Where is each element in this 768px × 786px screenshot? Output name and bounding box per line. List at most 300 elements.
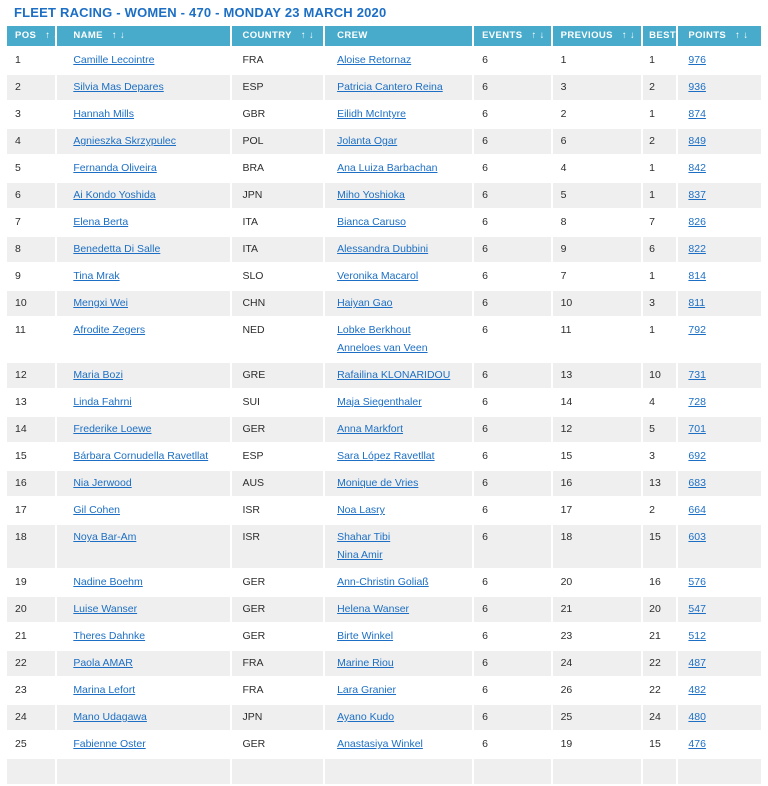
crew-cell [325, 210, 472, 235]
crew-link[interactable]: Ayano Kudo [337, 711, 395, 723]
points-cell [678, 210, 761, 235]
name-cell [57, 759, 230, 784]
best-cell: 6 [643, 237, 676, 262]
best-cell: 1 [643, 264, 676, 289]
points-cell [678, 363, 761, 388]
name-cell [57, 129, 230, 154]
name-link[interactable]: Afrodite Zegers [73, 324, 146, 336]
country-cell: NED [232, 318, 323, 361]
sort-asc-icon[interactable]: ↑ [111, 30, 118, 41]
crew-link[interactable]: Noa Lasry [337, 504, 385, 516]
best-cell: 22 [643, 678, 676, 703]
crew-cell [325, 129, 472, 154]
best-cell: 24 [643, 705, 676, 730]
points-cell [678, 678, 761, 703]
points-link[interactable]: 603 [688, 531, 706, 543]
best-cell: 16 [643, 570, 676, 595]
points-link[interactable]: 664 [688, 504, 706, 516]
crew-cell [325, 624, 472, 649]
sort-desc-icon[interactable]: ↓ [539, 30, 545, 41]
pos-cell: 8 [7, 237, 55, 262]
pos-cell: 20 [7, 597, 55, 622]
crew-link[interactable]: Bianca Caruso [337, 216, 406, 228]
table-row [7, 390, 761, 415]
column-label-previous: PREVIOUS [560, 30, 613, 41]
pos-cell: 22 [7, 651, 55, 676]
crew-link[interactable]: Miho Yoshioka [337, 189, 405, 201]
crew-link[interactable]: Veronika Macarol [337, 270, 419, 282]
sort-desc-icon[interactable]: ↓ [630, 30, 636, 41]
points-link[interactable]: 731 [688, 369, 706, 381]
points-cell [678, 525, 761, 568]
pos-cell: 13 [7, 390, 55, 415]
points-cell [678, 597, 761, 622]
previous-cell: 18 [553, 525, 642, 568]
name-link[interactable]: Nadine Boehm [73, 576, 143, 588]
previous-cell: 19 [553, 732, 642, 757]
crew-cell [325, 318, 472, 361]
crew-link[interactable]: Helena Wanser [337, 603, 410, 615]
crew-link[interactable]: Birte Winkel [337, 630, 394, 642]
points-link[interactable]: 547 [688, 603, 706, 615]
pos-cell: 21 [7, 624, 55, 649]
sort-asc-icon[interactable]: ↑ [735, 30, 741, 41]
column-header-events[interactable] [474, 26, 551, 46]
country-cell: ESP [232, 444, 323, 469]
best-cell: 13 [643, 471, 676, 496]
country-cell: SLO [232, 264, 323, 289]
events-cell: 6 [474, 390, 551, 415]
column-header-name[interactable] [57, 26, 230, 46]
table-row [7, 363, 761, 388]
crew-link[interactable]: Haiyan Gao [337, 297, 393, 309]
name-cell [57, 417, 230, 442]
sort-arrows[interactable] [732, 30, 748, 41]
points-link[interactable]: 849 [688, 135, 706, 147]
pos-cell: 6 [7, 183, 55, 208]
best-cell: 15 [643, 525, 676, 568]
name-link[interactable]: Nia Jerwood [73, 477, 132, 489]
country-cell: FRA [232, 651, 323, 676]
name-link[interactable]: Silvia Mas Depares [73, 81, 164, 93]
points-link[interactable]: 512 [688, 630, 706, 642]
crew-link[interactable]: Rafailina KLONARIDOU [337, 369, 451, 381]
country-cell: GER [232, 570, 323, 595]
name-link[interactable]: Mengxi Wei [73, 297, 128, 309]
events-cell: 6 [474, 417, 551, 442]
previous-cell: 10 [553, 291, 642, 316]
best-cell: 7 [643, 210, 676, 235]
points-cell [678, 390, 761, 415]
name-link[interactable]: Fabienne Oster [73, 738, 146, 750]
points-cell [678, 471, 761, 496]
crew-link[interactable]: Jolanta Ogar [337, 135, 398, 147]
column-header-pos[interactable] [7, 26, 59, 46]
events-cell: 6 [474, 705, 551, 730]
country-cell [232, 759, 323, 784]
name-cell [57, 444, 230, 469]
name-cell [57, 471, 230, 496]
previous-cell: 16 [553, 471, 642, 496]
table-row [7, 732, 761, 757]
sort-arrows[interactable] [109, 30, 125, 41]
crew-cell [325, 363, 472, 388]
crew-cell [325, 570, 472, 595]
events-cell: 6 [474, 48, 551, 73]
previous-cell: 3 [553, 75, 642, 100]
events-cell: 6 [474, 363, 551, 388]
crew-link[interactable]: Lara Granier [337, 684, 397, 696]
name-link[interactable]: Mano Udagawa [73, 711, 147, 723]
crew-link[interactable]: Anna Markfort [337, 423, 404, 435]
previous-cell: 5 [553, 183, 642, 208]
points-link[interactable]: 576 [688, 576, 706, 588]
column-label-country: COUNTRY [242, 30, 292, 41]
country-cell: BRA [232, 156, 323, 181]
best-cell: 15 [643, 732, 676, 757]
table-row [7, 291, 761, 316]
crew-link[interactable]: Aloise Retornaz [337, 54, 412, 66]
points-link[interactable]: 826 [688, 216, 706, 228]
pos-cell: 5 [7, 156, 55, 181]
name-link[interactable]: Agnieszka Skrzypulec [73, 135, 177, 147]
pos-cell: 1 [7, 48, 55, 73]
pos-cell: 16 [7, 471, 55, 496]
column-header-points[interactable] [678, 26, 761, 46]
points-cell [678, 318, 761, 361]
table-row [7, 75, 761, 100]
events-cell: 6 [474, 210, 551, 235]
best-cell: 20 [643, 597, 676, 622]
points-cell [678, 732, 761, 757]
name-link[interactable]: Camille Lecointre [73, 54, 155, 66]
points-link[interactable]: 792 [688, 324, 706, 336]
points-link[interactable]: 476 [688, 738, 706, 750]
events-cell: 6 [474, 237, 551, 262]
points-link[interactable]: 837 [688, 189, 706, 201]
sort-desc-icon[interactable]: ↓ [120, 30, 126, 41]
points-link[interactable]: 874 [688, 108, 706, 120]
events-cell: 6 [474, 102, 551, 127]
country-cell: JPN [232, 183, 323, 208]
column-header-previous[interactable] [553, 26, 642, 46]
crew-cell [325, 102, 472, 127]
events-cell: 6 [474, 597, 551, 622]
name-cell [57, 363, 230, 388]
best-cell: 3 [643, 291, 676, 316]
previous-cell: 15 [553, 444, 642, 469]
points-link[interactable]: 692 [688, 450, 706, 462]
crew-link[interactable]: Monique de Vries [337, 477, 419, 489]
column-label-crew: CREW [337, 30, 368, 41]
name-link[interactable]: Noya Bar-Am [73, 531, 137, 543]
table-row [7, 129, 761, 154]
crew-cell [325, 759, 472, 784]
points-cell [678, 183, 761, 208]
crew-cell [325, 705, 472, 730]
events-cell: 6 [474, 498, 551, 523]
points-link[interactable]: 480 [688, 711, 706, 723]
previous-cell [553, 759, 642, 784]
points-link[interactable]: 976 [688, 54, 706, 66]
points-link[interactable]: 811 [688, 297, 706, 309]
name-cell [57, 264, 230, 289]
best-cell: 2 [643, 129, 676, 154]
country-cell: ITA [232, 210, 323, 235]
table-row [7, 498, 761, 523]
name-link[interactable]: Bárbara Cornudella Ravetllat [73, 450, 209, 462]
pos-cell: 18 [7, 525, 55, 568]
leaderboard-page [0, 5, 768, 786]
pos-cell: 2 [7, 75, 55, 100]
pos-cell: 12 [7, 363, 55, 388]
country-cell: ESP [232, 75, 323, 100]
previous-cell: 14 [553, 390, 642, 415]
name-link[interactable]: Marina Lefort [73, 684, 136, 696]
crew-cell [325, 291, 472, 316]
previous-cell: 13 [553, 363, 642, 388]
previous-cell: 7 [553, 264, 642, 289]
points-cell [678, 651, 761, 676]
best-cell: 4 [643, 390, 676, 415]
name-link[interactable]: Elena Berta [73, 216, 129, 228]
name-cell [57, 705, 230, 730]
previous-cell: 24 [553, 651, 642, 676]
table-header [7, 26, 761, 46]
name-cell [57, 498, 230, 523]
name-link[interactable]: Ai Kondo Yoshida [73, 189, 156, 201]
name-link[interactable]: Hannah Mills [73, 108, 135, 120]
crew-link[interactable]: Anastasiya Winkel [337, 738, 423, 750]
table-row [7, 570, 761, 595]
pos-cell: 4 [7, 129, 55, 154]
points-link[interactable]: 701 [688, 423, 706, 435]
country-cell: CHN [232, 291, 323, 316]
sort-asc-icon[interactable]: ↑ [300, 30, 307, 41]
best-cell: 22 [643, 651, 676, 676]
points-link[interactable]: 842 [688, 162, 706, 174]
events-cell [474, 759, 551, 784]
name-link[interactable]: Paola AMAR [73, 657, 133, 669]
column-label-events: EVENTS [482, 30, 523, 41]
points-cell [678, 570, 761, 595]
pos-cell: 9 [7, 264, 55, 289]
name-link[interactable]: Maria Bozi [73, 369, 123, 381]
crew-link[interactable]: Ana Luiza Barbachan [337, 162, 438, 174]
country-cell: GER [232, 597, 323, 622]
name-cell [57, 48, 230, 73]
name-cell [57, 318, 230, 361]
points-cell [678, 417, 761, 442]
name-link[interactable]: Linda Fahrni [73, 396, 132, 408]
points-cell [678, 264, 761, 289]
sort-asc-icon[interactable]: ↑ [531, 30, 537, 41]
events-cell: 6 [474, 291, 551, 316]
sort-arrows[interactable] [619, 30, 635, 41]
country-cell: JPN [232, 705, 323, 730]
table-row [7, 183, 761, 208]
name-link[interactable]: Benedetta Di Salle [73, 243, 161, 255]
points-link[interactable]: 728 [688, 396, 706, 408]
column-header-country[interactable] [232, 26, 323, 46]
name-cell [57, 75, 230, 100]
crew-cell [325, 732, 472, 757]
pos-cell: 24 [7, 705, 55, 730]
partial-next-row [7, 759, 761, 784]
events-cell: 6 [474, 318, 551, 361]
crew-cell [325, 444, 472, 469]
crew-cell [325, 390, 472, 415]
previous-cell: 12 [553, 417, 642, 442]
best-cell: 1 [643, 156, 676, 181]
pos-cell: 10 [7, 291, 55, 316]
crew-link[interactable]: Lobke Berkhout [337, 324, 411, 336]
country-cell: GER [232, 417, 323, 442]
name-cell [57, 678, 230, 703]
pos-cell: 23 [7, 678, 55, 703]
events-cell: 6 [474, 129, 551, 154]
points-cell [678, 624, 761, 649]
country-cell: GRE [232, 363, 323, 388]
best-cell: 10 [643, 363, 676, 388]
events-cell: 6 [474, 732, 551, 757]
crew-link[interactable]: Ann-Christin Goliaß [337, 576, 429, 588]
sort-asc-icon[interactable]: ↑ [621, 30, 628, 41]
events-cell: 6 [474, 264, 551, 289]
points-link[interactable]: 482 [688, 684, 706, 696]
best-cell: 1 [643, 183, 676, 208]
pos-cell: 7 [7, 210, 55, 235]
crew-cell [325, 417, 472, 442]
previous-cell: 6 [553, 129, 642, 154]
table-row [7, 417, 761, 442]
name-link[interactable]: Frederike Loewe [73, 423, 152, 435]
points-link[interactable]: 814 [688, 270, 706, 282]
table-row [7, 525, 761, 568]
points-cell [678, 102, 761, 127]
column-header-crew [325, 26, 472, 46]
previous-cell: 23 [553, 624, 642, 649]
name-cell [57, 570, 230, 595]
pos-cell [7, 759, 55, 784]
country-cell: ITA [232, 237, 323, 262]
name-link[interactable]: Theres Dahnke [73, 630, 146, 642]
name-cell [57, 651, 230, 676]
name-cell [57, 597, 230, 622]
crew-link[interactable]: Sara López Ravetllat [337, 450, 435, 462]
points-cell [678, 237, 761, 262]
crew-cell [325, 678, 472, 703]
pos-cell: 25 [7, 732, 55, 757]
events-cell: 6 [474, 471, 551, 496]
crew-link[interactable]: Eilidh McIntyre [337, 108, 406, 120]
previous-cell: 20 [553, 570, 642, 595]
points-cell [678, 48, 761, 73]
best-cell: 21 [643, 624, 676, 649]
column-header-best [643, 26, 676, 46]
sort-desc-icon[interactable]: ↓ [53, 30, 59, 41]
points-link[interactable]: 822 [688, 243, 706, 255]
crew-link[interactable]: Maja Siegenthaler [337, 396, 422, 408]
crew-link[interactable]: Patricia Cantero Reina [337, 81, 443, 93]
pos-cell: 19 [7, 570, 55, 595]
crew-cell [325, 498, 472, 523]
previous-cell: 11 [553, 318, 642, 361]
sort-arrows[interactable] [528, 30, 544, 41]
pos-cell: 11 [7, 318, 55, 361]
points-link[interactable]: 683 [688, 477, 706, 489]
country-cell: GBR [232, 102, 323, 127]
table-row [7, 318, 761, 361]
name-cell [57, 156, 230, 181]
points-link[interactable]: 487 [688, 657, 706, 669]
points-cell [678, 444, 761, 469]
pos-cell: 17 [7, 498, 55, 523]
table-body [7, 48, 761, 784]
column-label-best: BEST [649, 30, 677, 41]
crew-link[interactable]: Nina Amir [337, 549, 383, 561]
column-label-name: NAME [73, 30, 103, 41]
events-cell: 6 [474, 525, 551, 568]
name-cell [57, 732, 230, 757]
name-cell [57, 210, 230, 235]
points-cell [678, 291, 761, 316]
sort-desc-icon[interactable]: ↓ [309, 30, 315, 41]
crew-link[interactable]: Marine Riou [337, 657, 394, 669]
crew-cell [325, 183, 472, 208]
table-row [7, 237, 761, 262]
crew-cell [325, 237, 472, 262]
crew-cell [325, 156, 472, 181]
points-cell [678, 759, 761, 784]
crew-cell [325, 75, 472, 100]
table-row [7, 264, 761, 289]
sort-asc-icon[interactable]: ↑ [45, 30, 51, 41]
sort-arrows[interactable] [42, 30, 58, 41]
name-cell [57, 390, 230, 415]
best-cell: 1 [643, 48, 676, 73]
sort-arrows[interactable] [298, 30, 314, 41]
crew-link[interactable]: Shahar Tibi [337, 531, 391, 543]
country-cell: FRA [232, 678, 323, 703]
sort-desc-icon[interactable]: ↓ [743, 30, 749, 41]
country-cell: FRA [232, 48, 323, 73]
country-cell: GER [232, 732, 323, 757]
name-cell [57, 183, 230, 208]
previous-cell: 17 [553, 498, 642, 523]
table-row [7, 471, 761, 496]
events-cell: 6 [474, 624, 551, 649]
country-cell: ISR [232, 525, 323, 568]
column-label-points: POINTS [688, 30, 727, 41]
crew-link[interactable]: Alessandra Dubbini [337, 243, 429, 255]
name-link[interactable]: Fernanda Oliveira [73, 162, 157, 174]
name-link[interactable]: Gil Cohen [73, 504, 121, 516]
previous-cell: 9 [553, 237, 642, 262]
previous-cell: 2 [553, 102, 642, 127]
events-cell: 6 [474, 444, 551, 469]
points-link[interactable]: 936 [688, 81, 706, 93]
name-link[interactable]: Tina Mrak [73, 270, 120, 282]
previous-cell: 4 [553, 156, 642, 181]
crew-link[interactable]: Anneloes van Veen [337, 342, 428, 354]
table-row [7, 156, 761, 181]
points-cell [678, 705, 761, 730]
crew-cell [325, 651, 472, 676]
crew-cell [325, 597, 472, 622]
best-cell: 2 [643, 75, 676, 100]
name-link[interactable]: Luise Wanser [73, 603, 138, 615]
